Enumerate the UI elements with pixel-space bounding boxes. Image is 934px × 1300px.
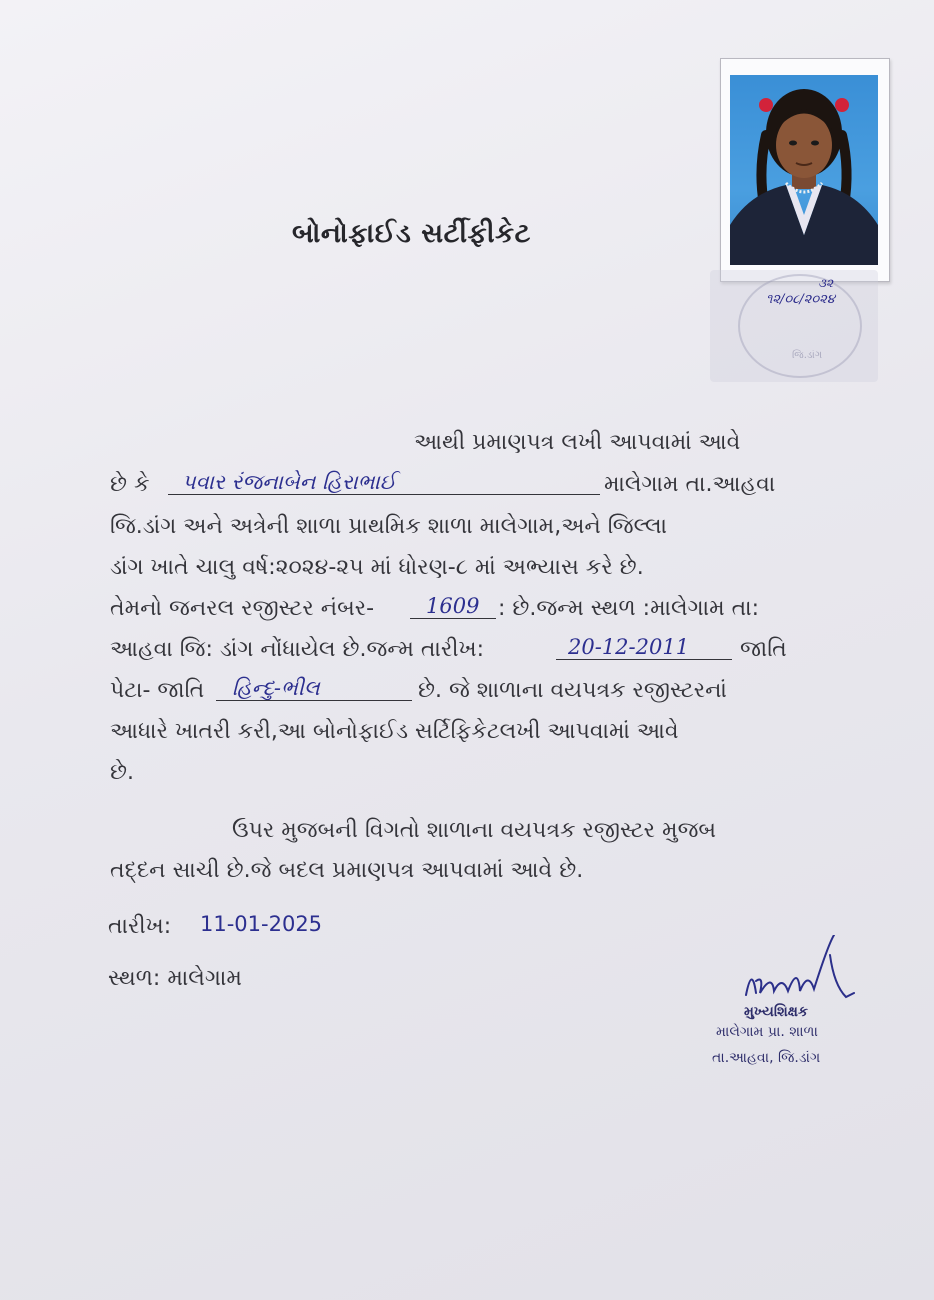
register-number-handwritten: 1609: [426, 594, 480, 618]
birth-date-underline: [556, 659, 732, 660]
student-photo-frame: [720, 58, 890, 282]
stamp-seal: [738, 274, 862, 378]
para1-line9: છે.: [110, 760, 134, 785]
stamp-seal-text: જિ.ડાંગ: [792, 350, 823, 361]
para2-line2: તદ્દન સાચી છે.જે બદલ પ્રમાણપત્ર આપવામાં આવે છે.: [110, 858, 584, 883]
student-name-handwritten: પવાર રંજનાબેન હિરાભાઈ: [182, 470, 396, 494]
para1-line5-start: તેમનો જનરલ રજીસ્ટર નંબર-: [110, 596, 375, 621]
para1-line6-end: જાતિ: [740, 637, 787, 662]
place-label: સ્થળ: માલેગામ: [108, 966, 242, 991]
para1-line7-end: છે. જે શાળાના વયપત્રક રજીસ્ટરનાં: [418, 678, 727, 703]
para1-line3: જિ.ડાંગ અને અત્રેની શાળા પ્રાથમિક શાળા માલેગામ,અને જિલ્લા: [110, 514, 668, 539]
stamp-handwritten-code: ૩૨: [818, 276, 834, 290]
signature-designation: મુખ્યશિક્ષક: [744, 1004, 808, 1020]
date-handwritten: 11-01-2025: [200, 912, 323, 936]
register-number-underline: [410, 618, 496, 619]
signature-school: માલેગામ પ્રા. શાળા: [716, 1024, 818, 1040]
signature-address: તા.આહવા, જિ.ડાંગ: [712, 1050, 821, 1066]
para1-line8: આધારે ખાતરી કરી,આ બોનોફાઈડ સર્ટિફિકેટલખી આપવામાં આવે: [110, 719, 679, 744]
para1-line2-start: છે કે: [110, 472, 150, 497]
certificate-title: બોનોફાઈડ સર્ટીફીકેટ: [292, 218, 531, 249]
student-portrait-icon: [730, 75, 878, 265]
para2-line1: ઉપર મુજબની વિગતો શાળાના વયપત્રક રજીસ્ટર મુજબ: [232, 818, 717, 843]
birth-date-handwritten: 20-12-2011: [568, 635, 690, 659]
school-stamp: [710, 270, 878, 382]
date-label: તારીખ:: [108, 914, 172, 939]
caste-handwritten: હિન્દુ-ભીલ: [232, 676, 320, 700]
para1-line5-end: : છે.જન્મ સ્થળ :માલેગામ તા:: [498, 596, 760, 621]
para1-line6-start: આહવા જિ: ડાંગ નોંધાયેલ છે.જન્મ તારીખ:: [110, 637, 485, 662]
para1-line7-start: પેટા- જાતિ: [110, 678, 205, 703]
caste-underline: [216, 700, 412, 701]
para1-line4: ડાંગ ખાતે ચાલુ વર્ષ:૨૦૨૪-૨૫ માં ધોરણ-૮ માં અભ્યાસ કરે છે.: [110, 555, 644, 580]
principal-signature: [738, 935, 858, 1009]
student-name-underline: [168, 494, 600, 495]
para1-line1: આથી પ્રમાણપત્ર લખી આપવામાં આવે: [414, 430, 741, 455]
stamp-handwritten-date: ૧૨/૦૮/૨૦૨૪: [766, 292, 835, 307]
para1-line2-end: માલેગામ તા.આહવા: [604, 472, 776, 497]
student-photo: [730, 75, 878, 265]
